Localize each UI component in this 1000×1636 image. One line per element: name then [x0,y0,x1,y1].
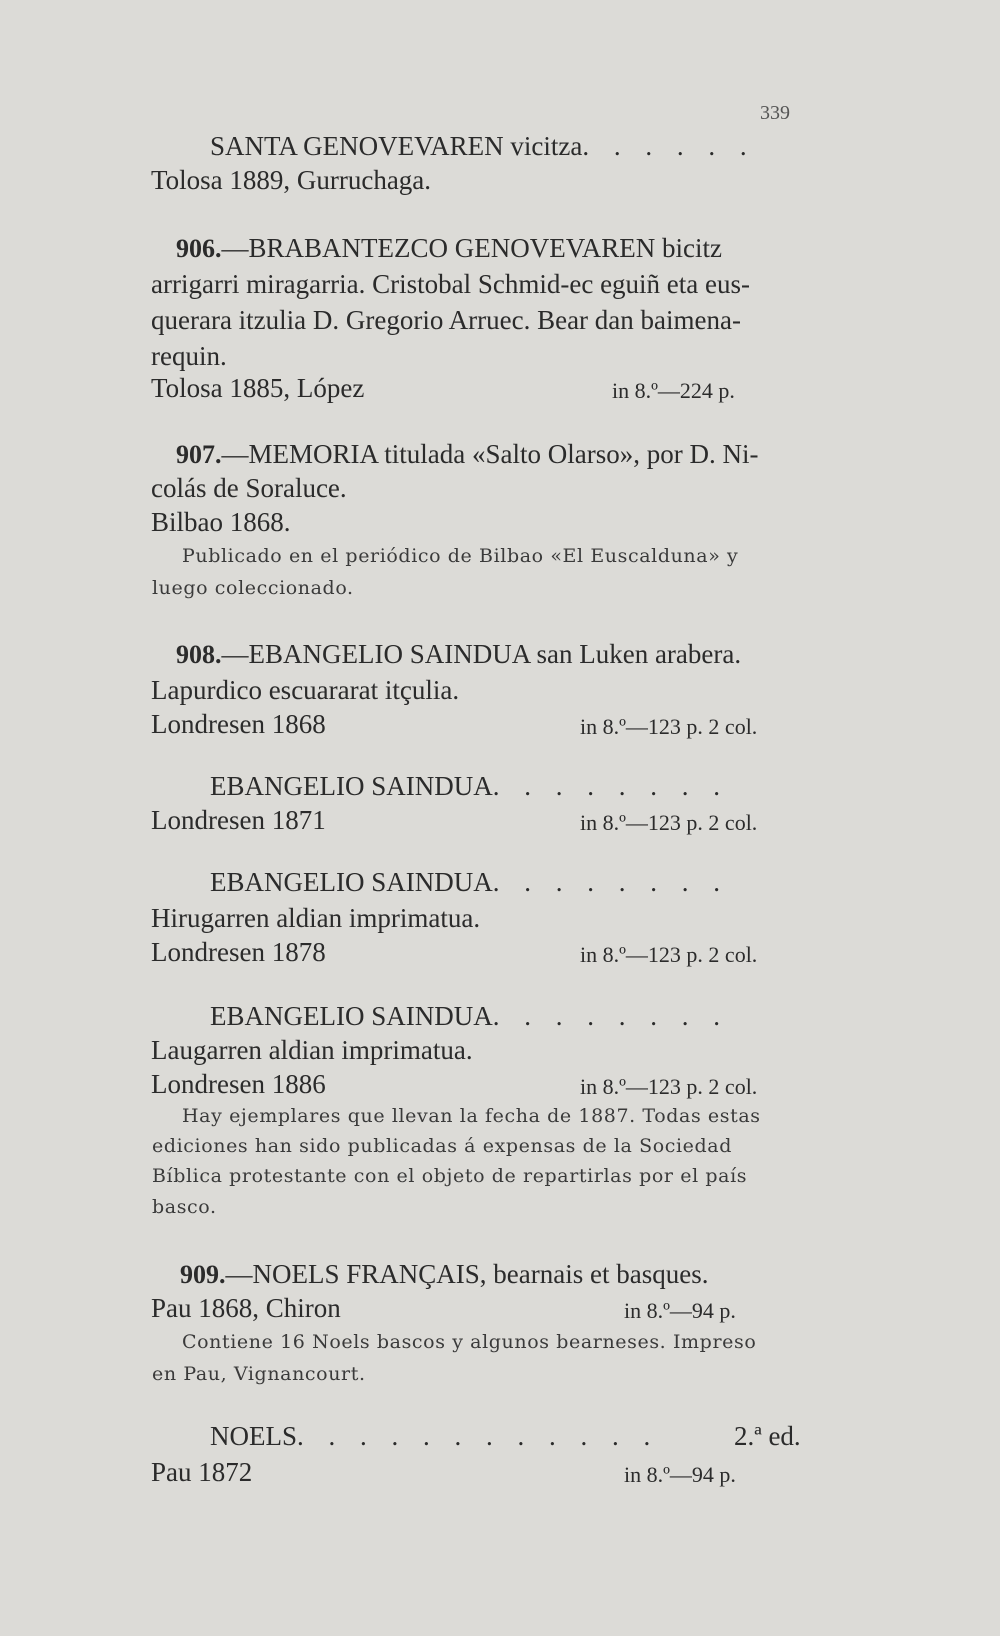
entry-note: Bíblica protestante con el objeto de repartirlas por el país [152,1165,748,1187]
entry-format: in 8.º—224 p. [612,378,735,403]
entry-line: Hirugarren aldian imprimatua. [151,903,481,933]
entry-note: Publicado en el periódico de Bilbao «El Euscalduna» y [182,545,739,567]
entry-title: NOELS. . . . . . . . . . . . [210,1421,660,1451]
entry-note: Contiene 16 Noels bascos y algunos bearneses. Impreso [182,1331,757,1353]
entry-title: EBANGELIO SAINDUA. . . . . . . . [210,1001,729,1031]
entry-edition: 2.ª ed. [734,1421,801,1451]
entry-heading-909: 909.—NOELS FRANÇAIS, bearnais et basques. [180,1259,709,1289]
entry-imprint: Londresen 1886 [151,1069,326,1099]
entry-line: querara itzulia D. Gregorio Arruec. Bear dan baimena- [151,305,741,335]
entry-heading-908: 908.—EBANGELIO SAINDUA san Luken arabera. [176,639,742,669]
entry-heading-907: 907.—MEMORIA titulada «Salto Olarso», por D. Ni- [176,439,759,469]
entry-line: Lapurdico escuararat itçulia. [151,675,460,705]
entry-line: requin. [151,341,227,371]
entry-line: arrigarri miragarria. Cristobal Schmid-ec eguiñ eta eus- [151,269,751,299]
entry-imprint: Pau 1872 [151,1457,253,1487]
entry-note: Hay ejemplares que llevan la fecha de 1887. Todas estas [182,1105,761,1127]
page-number: 339 [760,102,790,124]
entry-imprint: Bilbao 1868. [151,507,291,537]
entry-title: EBANGELIO SAINDUA. . . . . . . . [210,771,729,801]
entry-format: in 8.º—123 p. 2 col. [580,810,758,835]
entry-note: en Pau, Vignancourt. [152,1363,366,1385]
entry-format: in 8.º—123 p. 2 col. [580,1074,758,1099]
entry-format: in 8.º—123 p. 2 col. [580,942,758,967]
entry-title: EBANGELIO SAINDUA. . . . . . . . [210,867,729,897]
entry-imprint: Tolosa 1889, Gurruchaga. [151,165,432,195]
entry-imprint: Pau 1868, Chiron [151,1293,341,1323]
entry-line: Laugarren aldian imprimatua. [151,1035,473,1065]
entry-format: in 8.º—94 p. [624,1298,736,1323]
entry-imprint: Londresen 1878 [151,937,326,967]
entry-imprint: Londresen 1868 [151,709,326,739]
entry-imprint: Londresen 1871 [151,805,326,835]
entry-line: colás de Soraluce. [151,473,347,503]
entry-note: luego coleccionado. [152,577,354,599]
entry-note: basco. [152,1196,217,1218]
entry-imprint: Tolosa 1885, López [151,373,365,403]
entry-format: in 8.º—94 p. [624,1462,736,1487]
entry-note: ediciones han sido publicadas á expensas de la Sociedad [152,1135,732,1157]
entry-title: SANTA GENOVEVAREN vicitza. . . . . . [210,131,756,161]
entry-format: in 8.º—123 p. 2 col. [580,714,758,739]
entry-heading-906: 906.—BRABANTEZCO GENOVEVAREN bicitz [176,233,722,263]
